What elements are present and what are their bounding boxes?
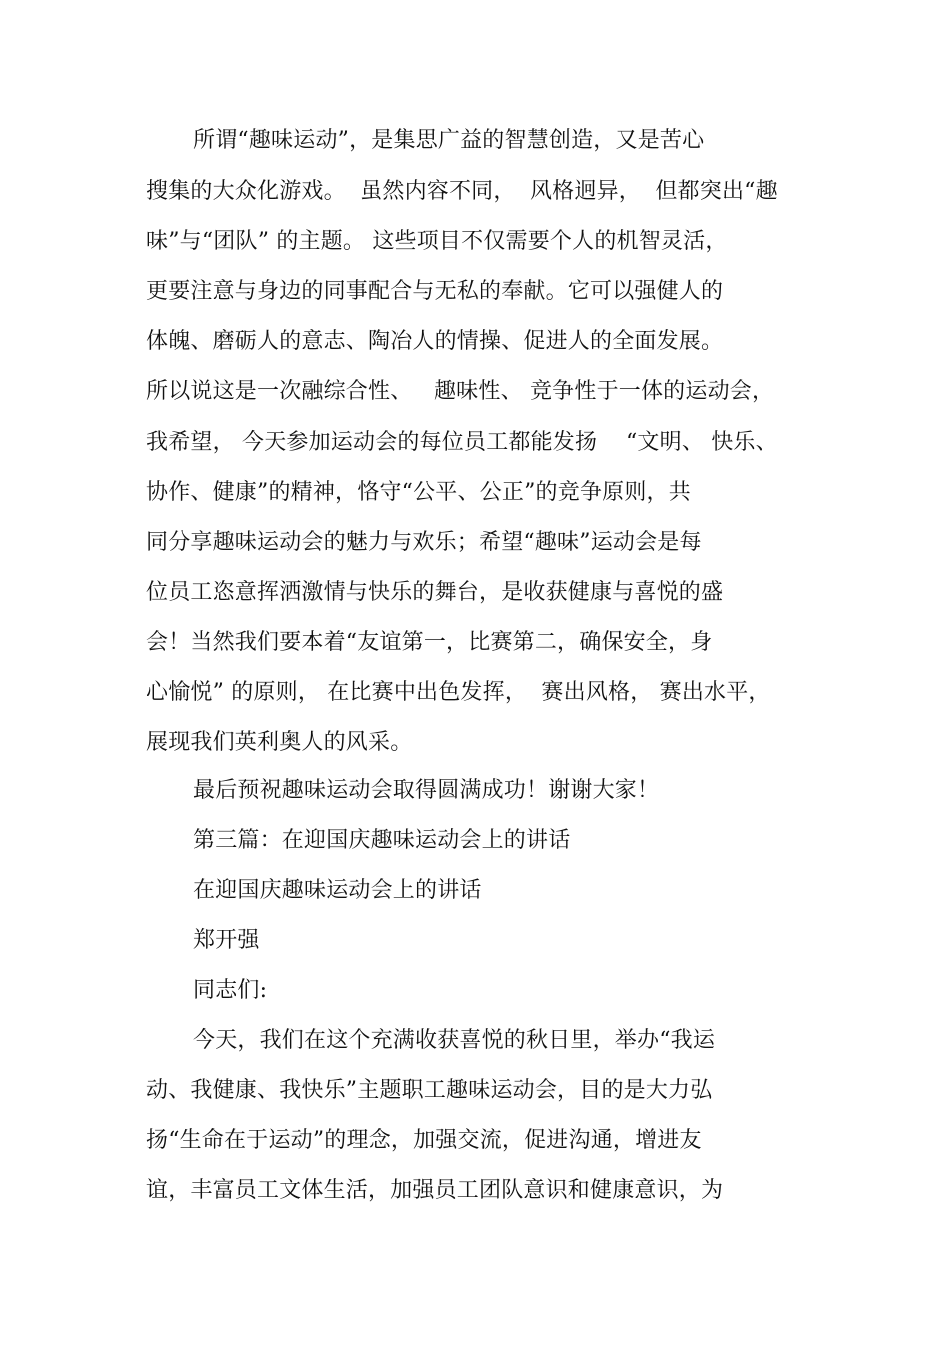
closing-line: 最后预祝趣味运动会取得圆满成功！谢谢大家！: [193, 778, 660, 803]
paragraph-line: 我希望， 今天参加运动会的每位员工都能发扬 “文明、 快乐、: [146, 430, 778, 455]
salutation: 同志们:: [193, 978, 268, 1003]
paragraph-line: 所谓“趣味运动”，是集思广益的智慧创造，又是苦心: [193, 128, 705, 153]
paragraph-line: 动、我健康、我快乐”主题职工趣味运动会，目的是大力弘: [146, 1078, 713, 1103]
paragraph-line: 心愉悦” 的原则， 在比赛中出色发挥， 赛出风格， 赛出水平，: [146, 680, 771, 705]
paragraph-line: 同分享趣味运动会的魅力与欢乐；希望“趣味”运动会是每: [146, 530, 702, 555]
paragraph-line: 扬“生命在于运动”的理念，加强交流，促进沟通，增进友: [146, 1128, 702, 1153]
paragraph-line: 会！当然我们要本着“友谊第一，比赛第二，确保安全，身: [146, 630, 713, 655]
paragraph-line: 协作、健康”的精神，恪守“公平、公正”的竞争原则，共: [146, 480, 691, 505]
section-heading: 第三篇：在迎国庆趣味运动会上的讲话: [193, 828, 571, 853]
paragraph-line: 位员工恣意挥洒激情与快乐的舞台，是收获健康与喜悦的盛: [146, 580, 724, 605]
paragraph-line: 所以说这是一次融综合性、 趣味性、 竞争性于一体的运动会，: [146, 379, 775, 404]
speech-title: 在迎国庆趣味运动会上的讲话: [193, 878, 482, 903]
paragraph-line: 谊，丰富员工文体生活，加强员工团队意识和健康意识，为: [146, 1178, 724, 1203]
paragraph-line: 搜集的大众化游戏。 虽然内容不同， 风格迥异， 但都突出“趣: [146, 179, 778, 204]
speaker-name: 郑开强: [193, 928, 260, 953]
paragraph-line: 体魄、磨砺人的意志、陶冶人的情操、促进人的全面发展。: [146, 329, 724, 354]
paragraph-line: 展现我们英利奥人的风采。: [146, 730, 413, 755]
paragraph-line: 味”与“团队” 的主题。 这些项目不仅需要个人的机智灵活，: [146, 229, 728, 254]
paragraph-line: 今天，我们在这个充满收获喜悦的秋日里，举办“我运: [193, 1028, 716, 1053]
paragraph-line: 更要注意与身边的同事配合与无私的奉献。它可以强健人的: [146, 279, 724, 304]
